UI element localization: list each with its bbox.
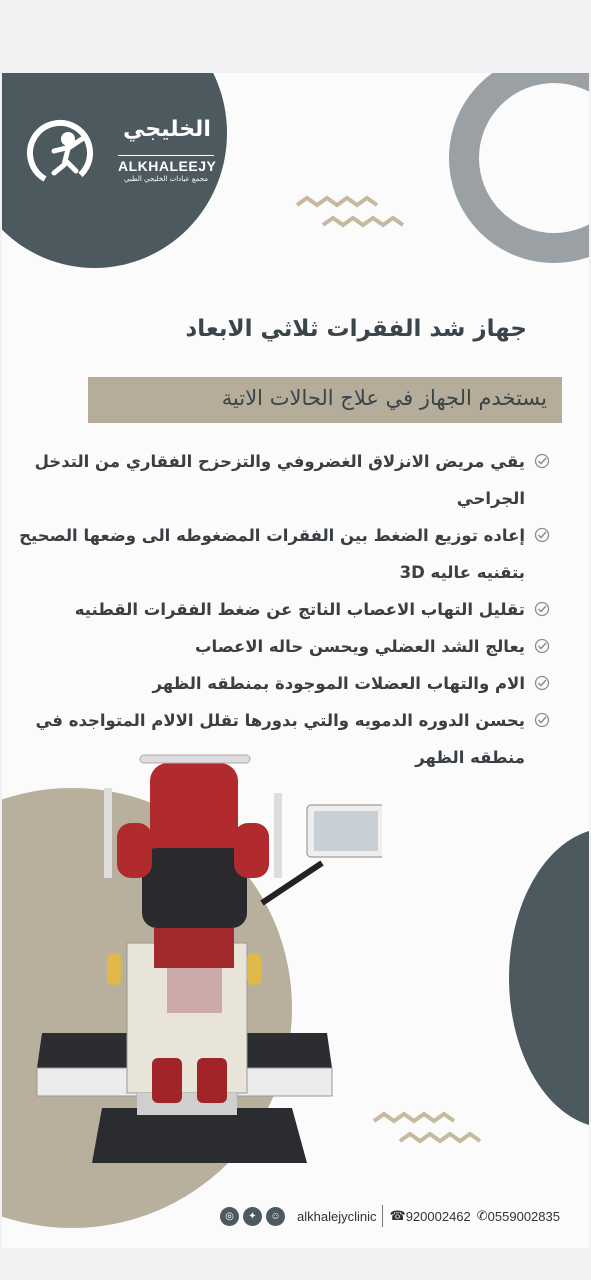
brand-name-en: ALKHALEEJY: [118, 155, 214, 174]
zigzag-decoration-bottom: [372, 1111, 484, 1149]
check-circle-icon: [533, 453, 551, 469]
list-item-text: يقي مريض الانزلاق الغضروفي والتزحزح الفقاري من التدخل الجراحي: [34, 452, 525, 508]
list-item-text: تقليل التهاب الاعصاب الناتج عن ضغط الفقرات القطنيه: [74, 600, 525, 619]
social-handle[interactable]: alkhalejyclinic: [297, 1208, 377, 1224]
instagram-icon[interactable]: ◎: [220, 1207, 239, 1226]
phone-icon: ☎: [389, 1208, 406, 1223]
traction-device-image: [22, 753, 382, 1183]
twitter-icon[interactable]: ✦: [243, 1207, 262, 1226]
indications-list: [11, 443, 551, 776]
check-circle-icon: [533, 712, 551, 728]
banner-text: يستخدم الجهاز في علاج الحالات الاتية: [221, 386, 547, 410]
check-circle-icon: [533, 638, 551, 654]
subtitle-banner: [88, 377, 562, 423]
phone-number[interactable]: 920002462: [405, 1208, 471, 1224]
list-item-text: يعالج الشد العضلي ويحسن حاله الاعصاب: [194, 637, 525, 656]
logo-figure-icon: [24, 113, 104, 193]
top-right-ring: [449, 73, 589, 263]
zigzag-decoration-top: [295, 195, 407, 233]
list-item: [11, 517, 551, 591]
brand-subtitle: مجمع عيادات الخليجي الطبي: [124, 175, 208, 183]
page-title: جهاز شد الفقرات ثلاثي الابعاد: [185, 316, 527, 342]
list-item-text: الام والتهاب العضلات الموجودة بمنطقه الظهر: [152, 674, 525, 693]
list-item: [11, 443, 551, 517]
clinic-logo: [24, 113, 217, 203]
snapchat-icon[interactable]: ☺: [266, 1207, 285, 1226]
list-item-text: إعاده توزيع الضغط بين الفقرات المضغوطه الى وضعها الصحيح بتقنيه عاليه 3D: [19, 526, 525, 582]
contact-footer: [220, 1204, 589, 1228]
list-item: [11, 628, 551, 665]
whatsapp-icon: ✆: [476, 1208, 488, 1223]
right-circle: [509, 828, 589, 1128]
list-item: [11, 665, 551, 702]
list-item-text: يحسن الدوره الدمويه والتي بدورها تقلل الالام المتواجده في منطقه الظهر: [35, 711, 525, 767]
check-circle-icon: [533, 675, 551, 691]
divider: [382, 1205, 383, 1227]
whatsapp-number[interactable]: 0559002835: [487, 1208, 560, 1224]
brand-name-ar: الخليجي: [123, 117, 211, 142]
poster-card: [2, 73, 589, 1248]
list-item: [11, 591, 551, 628]
check-circle-icon: [533, 527, 551, 543]
check-circle-icon: [533, 601, 551, 617]
